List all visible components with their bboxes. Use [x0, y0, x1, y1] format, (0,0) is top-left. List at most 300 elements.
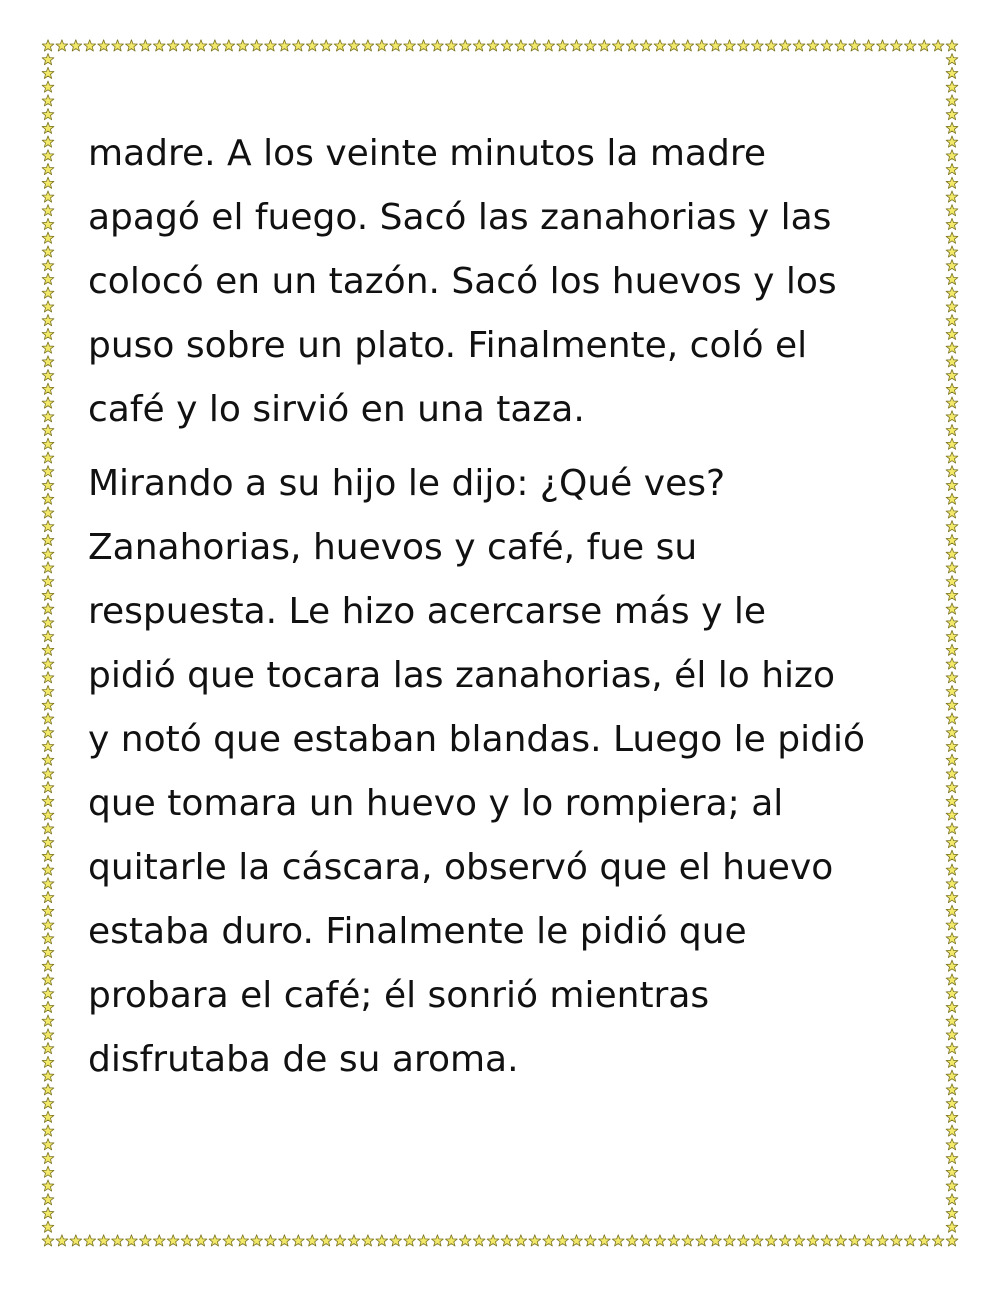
star-icon — [946, 782, 958, 793]
star-icon — [251, 1235, 263, 1246]
star-icon — [946, 823, 958, 834]
star-icon — [765, 1235, 777, 1246]
star-icon — [265, 40, 277, 51]
star-icon — [946, 246, 958, 257]
star-icon — [946, 754, 958, 765]
star-icon — [42, 1084, 54, 1095]
star-icon — [42, 493, 54, 504]
story-text — [88, 122, 923, 1092]
star-icon — [598, 40, 610, 51]
star-icon — [946, 424, 958, 435]
star-icon — [42, 479, 54, 490]
star-icon — [84, 1235, 96, 1246]
star-icon — [42, 974, 54, 985]
star-icon — [557, 40, 569, 51]
star-icon — [585, 1235, 597, 1246]
star-icon — [946, 328, 958, 339]
star-icon — [946, 919, 958, 930]
star-icon — [946, 1235, 958, 1246]
star-icon — [737, 40, 749, 51]
star-icon — [626, 1235, 638, 1246]
star-icon — [42, 40, 54, 51]
star-icon — [334, 1235, 346, 1246]
star-icon — [209, 1235, 221, 1246]
star-icon — [904, 1235, 916, 1246]
star-icon — [42, 177, 54, 188]
star-icon — [42, 260, 54, 271]
star-icon — [42, 521, 54, 532]
star-icon — [946, 369, 958, 380]
star-icon — [946, 617, 958, 628]
star-icon — [946, 67, 958, 78]
star-icon — [42, 1001, 54, 1012]
star-icon — [835, 40, 847, 51]
star-icon — [404, 40, 416, 51]
star-icon — [306, 40, 318, 51]
star-icon — [668, 40, 680, 51]
star-icon — [946, 315, 958, 326]
star-icon — [807, 40, 819, 51]
star-icon — [42, 369, 54, 380]
star-icon — [42, 534, 54, 545]
star-icon — [501, 40, 513, 51]
star-icon — [751, 40, 763, 51]
star-icon — [946, 850, 958, 861]
star-icon — [42, 960, 54, 971]
star-icon — [946, 836, 958, 847]
star-icon — [529, 40, 541, 51]
star-icon — [877, 40, 889, 51]
star-icon — [42, 452, 54, 463]
star-icon — [70, 1235, 82, 1246]
star-icon — [598, 1235, 610, 1246]
star-icon — [946, 191, 958, 202]
star-icon — [42, 699, 54, 710]
star-icon — [42, 768, 54, 779]
star-icon — [946, 1111, 958, 1122]
star-icon — [42, 1139, 54, 1150]
star-icon — [42, 232, 54, 243]
star-icon — [42, 1194, 54, 1205]
star-icon — [42, 589, 54, 600]
star-icon — [946, 1043, 958, 1054]
star-icon — [946, 397, 958, 408]
star-icon — [42, 1097, 54, 1108]
star-icon — [946, 891, 958, 902]
star-icon — [42, 54, 54, 65]
star-icon — [153, 40, 165, 51]
star-icon — [42, 1015, 54, 1026]
star-icon — [42, 1166, 54, 1177]
star-icon — [418, 1235, 430, 1246]
star-icon — [946, 1001, 958, 1012]
star-icon — [432, 40, 444, 51]
star-icon — [362, 40, 374, 51]
star-icon — [863, 40, 875, 51]
star-icon — [946, 1084, 958, 1095]
star-icon — [42, 1029, 54, 1040]
star-icon — [946, 1221, 958, 1232]
star-icon — [793, 40, 805, 51]
star-icon — [42, 438, 54, 449]
star-icon — [459, 40, 471, 51]
star-icon — [946, 1139, 958, 1150]
star-icon — [946, 521, 958, 532]
star-icon — [42, 1207, 54, 1218]
star-icon — [42, 1180, 54, 1191]
star-icon — [98, 40, 110, 51]
star-icon — [946, 1070, 958, 1081]
star-icon — [946, 383, 958, 394]
star-icon — [42, 1235, 54, 1246]
star-icon — [42, 658, 54, 669]
star-icon — [42, 67, 54, 78]
star-icon — [153, 1235, 165, 1246]
star-icon — [42, 836, 54, 847]
star-icon — [376, 40, 388, 51]
star-icon — [42, 150, 54, 161]
star-icon — [946, 658, 958, 669]
star-icon — [946, 699, 958, 710]
star-icon — [42, 575, 54, 586]
star-icon — [320, 1235, 332, 1246]
star-icon — [42, 1056, 54, 1067]
star-icon — [42, 95, 54, 106]
star-icon — [487, 1235, 499, 1246]
star-icon — [946, 218, 958, 229]
star-icon — [946, 809, 958, 820]
text-line: apagó el fuego. Sacó las zanahorias y las — [88, 197, 832, 238]
star-icon — [946, 1207, 958, 1218]
star-icon — [946, 672, 958, 683]
star-icon — [946, 603, 958, 614]
star-icon — [946, 260, 958, 271]
star-icon — [543, 1235, 555, 1246]
star-icon — [835, 1235, 847, 1246]
star-icon — [292, 1235, 304, 1246]
star-icon — [946, 287, 958, 298]
star-icon — [946, 795, 958, 806]
text-line: Zanahorias, huevos y café, fue su — [88, 527, 698, 568]
star-icon — [529, 1235, 541, 1246]
star-icon — [42, 562, 54, 573]
star-icon — [42, 315, 54, 326]
star-icon — [445, 40, 457, 51]
text-line: café y lo sirvió en una taza. — [88, 389, 585, 430]
star-icon — [42, 108, 54, 119]
star-icon — [181, 1235, 193, 1246]
star-icon — [765, 40, 777, 51]
star-icon — [56, 40, 68, 51]
star-icon — [946, 301, 958, 312]
star-icon — [946, 356, 958, 367]
star-icon — [946, 946, 958, 957]
star-icon — [42, 988, 54, 999]
star-icon — [223, 40, 235, 51]
star-icon — [890, 40, 902, 51]
star-icon — [432, 1235, 444, 1246]
star-icon — [946, 575, 958, 586]
text-line: Mirando a su hijo le dijo: ¿Qué ves? — [88, 463, 726, 504]
star-icon — [946, 740, 958, 751]
star-icon — [946, 507, 958, 518]
star-icon — [84, 40, 96, 51]
star-icon — [42, 1221, 54, 1232]
star-icon — [932, 1235, 944, 1246]
star-icon — [42, 548, 54, 559]
star-icon — [946, 232, 958, 243]
star-icon — [724, 1235, 736, 1246]
star-icon — [946, 95, 958, 106]
star-icon — [682, 40, 694, 51]
star-icon — [42, 301, 54, 312]
star-icon — [42, 850, 54, 861]
star-icon — [946, 713, 958, 724]
star-icon — [946, 1097, 958, 1108]
paragraph-spacer — [88, 442, 923, 452]
star-icon — [946, 1029, 958, 1040]
star-icon — [946, 644, 958, 655]
star-icon — [42, 507, 54, 518]
star-icon — [42, 191, 54, 202]
star-icon — [849, 40, 861, 51]
text-line: respuesta. Le hizo acercarse más y le — [88, 591, 766, 632]
star-icon — [946, 1166, 958, 1177]
star-icon — [42, 933, 54, 944]
star-icon — [181, 40, 193, 51]
star-icon — [473, 1235, 485, 1246]
text-line: probara el café; él sonrió mientras — [88, 975, 710, 1016]
star-icon — [877, 1235, 889, 1246]
star-icon — [751, 1235, 763, 1246]
star-icon — [42, 864, 54, 875]
star-icon — [279, 40, 291, 51]
star-icon — [821, 40, 833, 51]
star-icon — [946, 466, 958, 477]
star-icon — [195, 1235, 207, 1246]
star-icon — [946, 1194, 958, 1205]
text-line: que tomara un huevo y lo rompiera; al — [88, 783, 784, 824]
star-icon — [946, 163, 958, 174]
star-icon — [42, 782, 54, 793]
star-icon — [585, 40, 597, 51]
star-icon — [42, 630, 54, 641]
star-icon — [807, 1235, 819, 1246]
star-icon — [571, 1235, 583, 1246]
star-icon — [654, 1235, 666, 1246]
star-icon — [640, 1235, 652, 1246]
star-icon — [710, 1235, 722, 1246]
star-icon — [487, 40, 499, 51]
star-icon — [42, 342, 54, 353]
text-line: puso sobre un plato. Finalmente, coló el — [88, 325, 808, 366]
star-icon — [251, 40, 263, 51]
star-icon — [42, 1043, 54, 1054]
star-icon — [946, 122, 958, 133]
star-icon — [445, 1235, 457, 1246]
star-icon — [515, 1235, 527, 1246]
star-icon — [42, 81, 54, 92]
star-icon — [306, 1235, 318, 1246]
star-icon — [946, 905, 958, 916]
star-icon — [473, 40, 485, 51]
star-icon — [946, 452, 958, 463]
star-icon — [946, 864, 958, 875]
star-icon — [946, 108, 958, 119]
star-icon — [737, 1235, 749, 1246]
star-icon — [946, 562, 958, 573]
star-icon — [557, 1235, 569, 1246]
star-icon — [418, 40, 430, 51]
star-icon — [668, 1235, 680, 1246]
star-icon — [654, 40, 666, 51]
star-icon — [70, 40, 82, 51]
star-icon — [946, 630, 958, 641]
star-icon — [946, 685, 958, 696]
star-icon — [946, 177, 958, 188]
star-icon — [571, 40, 583, 51]
star-icon — [946, 136, 958, 147]
text-line: pidió que tocara las zanahorias, él lo hizo — [88, 655, 835, 696]
star-icon — [42, 136, 54, 147]
star-icon — [724, 40, 736, 51]
star-icon — [946, 438, 958, 449]
star-icon — [946, 1015, 958, 1026]
star-icon — [946, 933, 958, 944]
star-icon — [946, 1125, 958, 1136]
star-icon — [626, 40, 638, 51]
star-icon — [918, 40, 930, 51]
star-icon — [112, 40, 124, 51]
star-icon — [42, 411, 54, 422]
star-icon — [696, 1235, 708, 1246]
star-icon — [195, 40, 207, 51]
star-icon — [42, 617, 54, 628]
star-icon — [42, 644, 54, 655]
star-icon — [946, 1056, 958, 1067]
star-icon — [946, 878, 958, 889]
star-icon — [890, 1235, 902, 1246]
star-icon — [946, 54, 958, 65]
star-icon — [42, 795, 54, 806]
star-icon — [139, 40, 151, 51]
star-icon — [98, 1235, 110, 1246]
star-icon — [42, 163, 54, 174]
star-icon — [946, 988, 958, 999]
star-icon — [237, 1235, 249, 1246]
star-icon — [42, 397, 54, 408]
star-icon — [42, 1125, 54, 1136]
star-icon — [863, 1235, 875, 1246]
star-icon — [710, 40, 722, 51]
star-icon — [42, 287, 54, 298]
star-icon — [501, 1235, 513, 1246]
star-icon — [237, 40, 249, 51]
star-icon — [946, 479, 958, 490]
star-icon — [42, 205, 54, 216]
star-icon — [946, 589, 958, 600]
star-icon — [42, 823, 54, 834]
star-icon — [126, 1235, 138, 1246]
star-icon — [292, 40, 304, 51]
star-icon — [42, 740, 54, 751]
star-icon — [918, 1235, 930, 1246]
star-icon — [42, 1152, 54, 1163]
star-icon — [640, 40, 652, 51]
star-icon — [42, 122, 54, 133]
star-icon — [821, 1235, 833, 1246]
star-icon — [946, 150, 958, 161]
star-icon — [946, 548, 958, 559]
star-icon — [42, 466, 54, 477]
star-icon — [334, 40, 346, 51]
star-icon — [42, 383, 54, 394]
star-icon — [42, 878, 54, 889]
star-icon — [946, 1180, 958, 1191]
star-icon — [320, 40, 332, 51]
text-line: y notó que estaban blandas. Luego le pidió — [88, 719, 866, 760]
star-icon — [42, 424, 54, 435]
star-icon — [376, 1235, 388, 1246]
star-icon — [946, 1152, 958, 1163]
text-line: disfrutaba de su aroma. — [88, 1039, 519, 1080]
text-line: madre. A los veinte minutos la madre — [88, 133, 766, 174]
star-icon — [223, 1235, 235, 1246]
star-icon — [167, 1235, 179, 1246]
star-icon — [779, 40, 791, 51]
star-icon — [946, 534, 958, 545]
star-icon — [946, 493, 958, 504]
text-line: estaba duro. Finalmente le pidió que — [88, 911, 747, 952]
star-icon — [946, 205, 958, 216]
star-icon — [612, 40, 624, 51]
star-icon — [42, 713, 54, 724]
star-icon — [42, 754, 54, 765]
star-icon — [42, 891, 54, 902]
star-icon — [42, 218, 54, 229]
star-icon — [946, 40, 958, 51]
star-icon — [946, 273, 958, 284]
star-icon — [362, 1235, 374, 1246]
star-icon — [42, 603, 54, 614]
star-icon — [515, 40, 527, 51]
star-icon — [112, 1235, 124, 1246]
star-icon — [56, 1235, 68, 1246]
star-icon — [42, 946, 54, 957]
star-icon — [779, 1235, 791, 1246]
star-icon — [793, 1235, 805, 1246]
star-icon — [459, 1235, 471, 1246]
star-icon — [209, 40, 221, 51]
star-icon — [946, 960, 958, 971]
star-icon — [42, 328, 54, 339]
star-icon — [42, 273, 54, 284]
star-icon — [404, 1235, 416, 1246]
star-icon — [279, 1235, 291, 1246]
star-icon — [126, 40, 138, 51]
star-icon — [139, 1235, 151, 1246]
star-icon — [42, 919, 54, 930]
star-icon — [167, 40, 179, 51]
star-icon — [946, 342, 958, 353]
star-icon — [696, 40, 708, 51]
star-icon — [42, 1111, 54, 1122]
star-icon — [904, 40, 916, 51]
star-icon — [42, 1070, 54, 1081]
star-icon — [42, 809, 54, 820]
star-icon — [42, 905, 54, 916]
text-line: quitarle la cáscara, observó que el huevo — [88, 847, 834, 888]
